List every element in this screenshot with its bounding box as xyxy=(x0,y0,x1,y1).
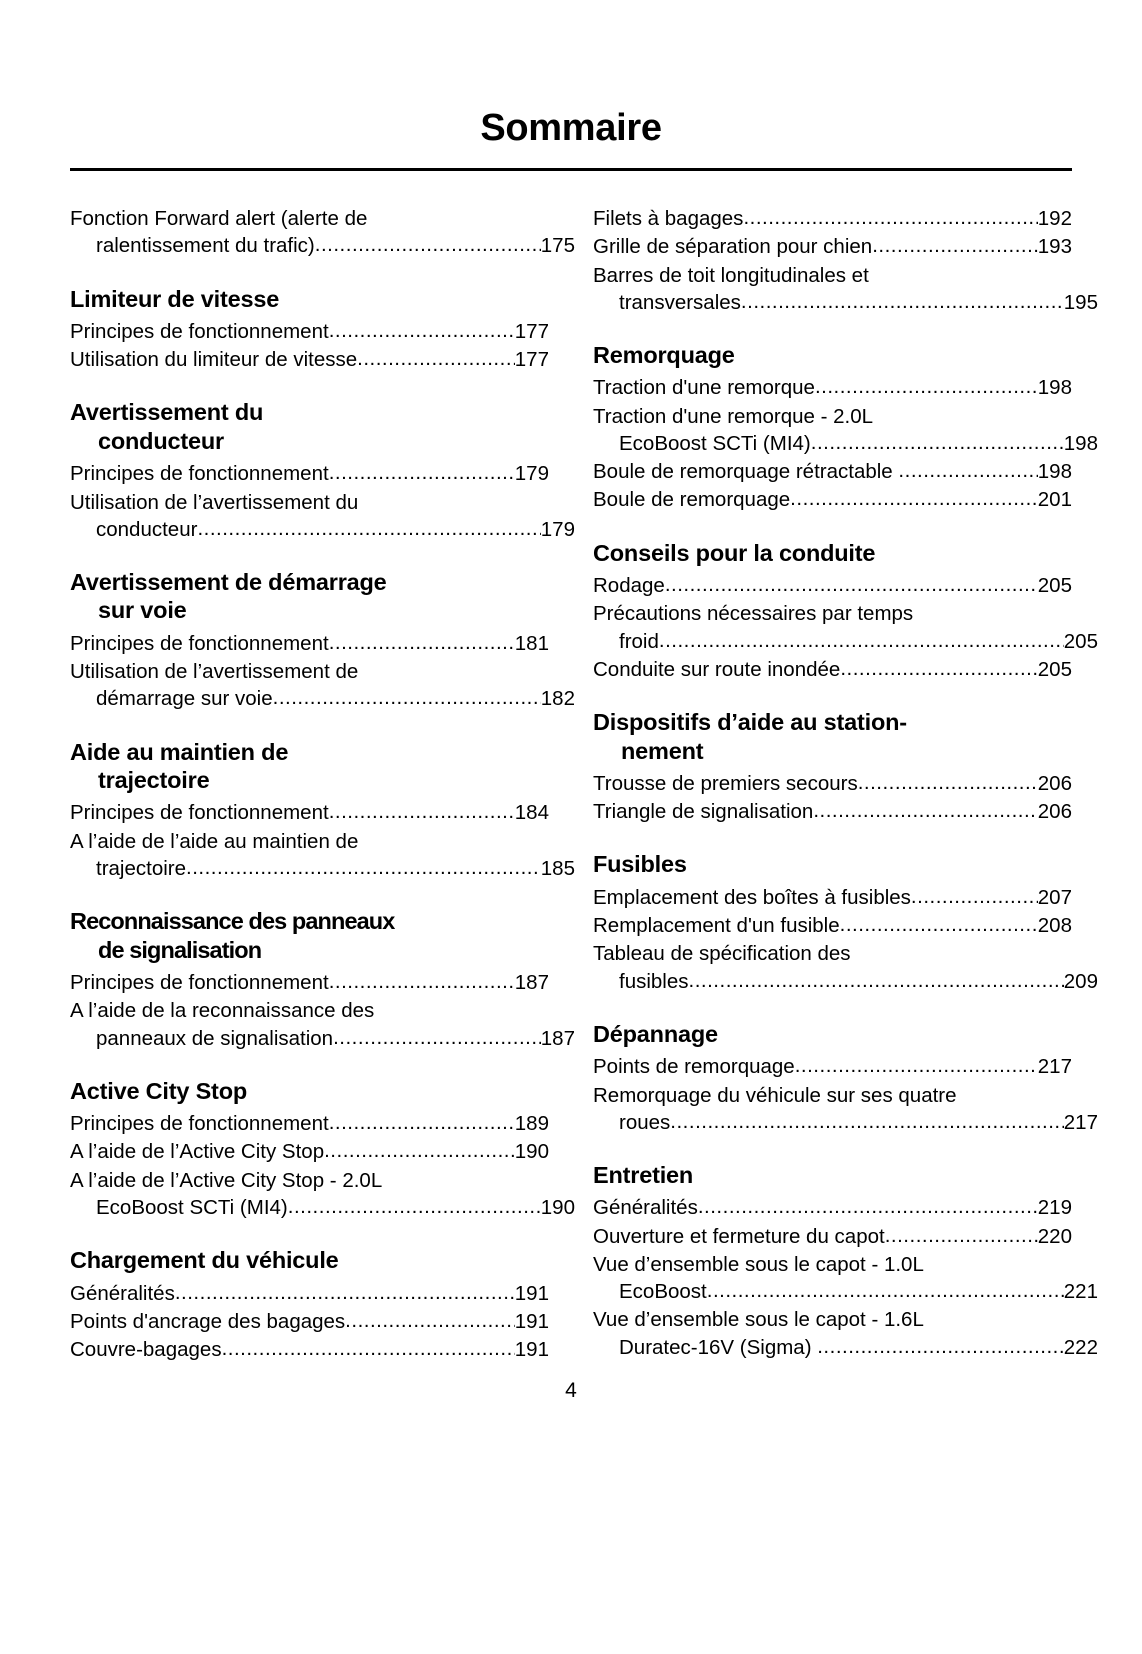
toc-entry-line xyxy=(593,289,1098,316)
toc-entry[interactable] xyxy=(593,770,1072,797)
toc-section-heading[interactable] xyxy=(565,539,1072,567)
toc-entry-line xyxy=(70,1308,549,1335)
toc-entry-line xyxy=(70,630,549,657)
toc-entry-title: Vue d’ensemble sous le capot - 1.0L xyxy=(593,1252,924,1276)
toc-section xyxy=(70,1077,575,1221)
leader-dots xyxy=(872,232,1038,259)
toc-entry-line xyxy=(593,403,1072,430)
toc-entry-page-number: 198 xyxy=(1063,431,1098,455)
toc-entry-title: A l’aide de l’Active City Stop - 2.0L xyxy=(70,1168,383,1192)
toc-entry-title: Généralités xyxy=(70,1281,175,1305)
toc-entry-line xyxy=(593,205,1072,232)
toc-entry-page-number: 206 xyxy=(1037,771,1072,795)
toc-entry-title: Utilisation de l’avertissement de xyxy=(70,660,359,684)
toc-entry[interactable] xyxy=(70,799,549,826)
toc-entry-title: trajectoire xyxy=(96,856,187,880)
toc-section-heading[interactable] xyxy=(565,850,1072,878)
toc-entry[interactable] xyxy=(70,828,575,883)
toc-entry[interactable] xyxy=(593,1082,1098,1137)
toc-entry[interactable] xyxy=(70,1167,575,1222)
toc-section-heading[interactable] xyxy=(42,568,549,625)
toc-entry-page-number: 181 xyxy=(514,631,549,655)
toc-entry-title: Traction d'une remorque xyxy=(593,376,815,400)
toc-section-heading[interactable] xyxy=(42,285,549,313)
leader-dots xyxy=(329,459,515,486)
leader-dots xyxy=(324,1137,515,1164)
toc-entry-page-number: 217 xyxy=(1063,1110,1098,1134)
page-header xyxy=(70,108,1072,171)
toc-entry-line xyxy=(593,430,1098,457)
toc-entry-page-number: 184 xyxy=(514,801,549,825)
leader-dots xyxy=(885,1222,1038,1249)
toc-entry-line xyxy=(593,770,1072,797)
toc-entry-page-number: 208 xyxy=(1037,914,1072,938)
toc-entry-title: Barres de toit longitudinales et xyxy=(593,263,869,287)
toc-entry-line xyxy=(593,262,1072,289)
toc-entry-page-number: 191 xyxy=(514,1281,549,1305)
toc-entry-title: Boule de remorquage xyxy=(593,488,791,512)
toc-entry-line xyxy=(593,968,1098,995)
leader-dots xyxy=(911,883,1038,910)
toc-entry-line xyxy=(593,1194,1072,1221)
toc-entry-line xyxy=(70,318,549,345)
toc-section-heading-line: Entretien xyxy=(593,1162,694,1189)
toc-entry[interactable] xyxy=(593,233,1072,260)
toc-entry-title: Utilisation du limiteur de vitesse xyxy=(70,348,358,372)
toc-section-heading-line: Reconnaissance des panneaux xyxy=(70,908,395,935)
toc-entry-page-number: 195 xyxy=(1063,290,1098,314)
toc-entry-title: démarrage sur voie xyxy=(96,687,273,711)
toc-entry-title: Précautions nécessaires par temps xyxy=(593,602,914,626)
toc-entry-title: Utilisation de l’avertissement du xyxy=(70,490,359,514)
toc-entry-title: Principes de fonctionnement xyxy=(70,971,329,995)
toc-entry-title: Traction d'une remorque - 2.0L xyxy=(593,404,874,428)
toc-entry-page-number: 201 xyxy=(1037,488,1072,512)
toc-entry[interactable] xyxy=(70,1308,549,1335)
toc-entry-page-number: 190 xyxy=(514,1140,549,1164)
toc-entry-page-number: 179 xyxy=(540,517,575,541)
leader-dots xyxy=(795,1052,1038,1079)
toc-entry-title: Points d'ancrage des bagages xyxy=(70,1309,346,1333)
toc-entry[interactable] xyxy=(70,1138,549,1165)
toc-entry[interactable] xyxy=(70,205,575,260)
toc-entry-page-number: 177 xyxy=(514,348,549,372)
leader-dots xyxy=(175,1279,515,1306)
leader-dots xyxy=(186,854,541,881)
leader-dots xyxy=(813,797,1037,824)
toc-entry[interactable] xyxy=(70,460,549,487)
toc-section-heading-line: Remorquage xyxy=(593,342,735,368)
toc-entry-line xyxy=(593,1306,1072,1333)
toc-entry[interactable] xyxy=(70,658,575,713)
toc-entry-page-number: 193 xyxy=(1037,235,1072,259)
toc-entry-title: Emplacement des boîtes à fusibles xyxy=(593,885,911,909)
page-footer xyxy=(0,1378,1142,1403)
toc-entry[interactable] xyxy=(593,1251,1098,1306)
toc-entry[interactable] xyxy=(593,1053,1072,1080)
toc-entry-line xyxy=(593,1053,1072,1080)
toc-entry-line xyxy=(593,940,1072,967)
toc-entry-page-number: 209 xyxy=(1063,969,1098,993)
toc-entry-page-number: 206 xyxy=(1037,800,1072,824)
toc-entry-page-number: 187 xyxy=(540,1026,575,1050)
toc-section-heading[interactable] xyxy=(42,1246,549,1274)
toc-entry-title: EcoBoost SCTi (MI4) xyxy=(619,431,811,455)
toc-entry-line xyxy=(70,1280,549,1307)
toc-entry-page-number: 185 xyxy=(540,856,575,880)
toc-entry-line xyxy=(593,600,1072,627)
toc-entry-line xyxy=(593,798,1072,825)
toc-entry-line xyxy=(593,458,1072,485)
toc-entry-title: A l’aide de la reconnaissance des xyxy=(70,999,375,1023)
toc-entry-title: Principes de fonctionnement xyxy=(70,801,329,825)
toc-entry-title: Remorquage du véhicule sur ses quatre xyxy=(593,1083,957,1107)
toc-entry-line xyxy=(593,486,1072,513)
toc-entry-title: Conduite sur route inondée xyxy=(593,657,841,681)
toc-section xyxy=(70,285,549,374)
toc-entry-title: Ouverture et fermeture du capot xyxy=(593,1224,885,1248)
toc-entry-line xyxy=(70,460,549,487)
toc-entry-line xyxy=(70,855,575,882)
toc-entry-page-number: 205 xyxy=(1063,629,1098,653)
toc-section-heading-line: de signalisation xyxy=(98,936,262,963)
toc-entry[interactable] xyxy=(593,1223,1072,1250)
leader-dots xyxy=(858,769,1038,796)
leader-dots xyxy=(790,485,1038,512)
leader-dots xyxy=(333,1024,541,1051)
toc-continuation xyxy=(593,205,1098,316)
toc-entry-title: Principes de fonctionnement xyxy=(70,319,329,343)
toc-entry-title: fusibles xyxy=(619,969,689,993)
toc-entry-page-number: 217 xyxy=(1037,1055,1072,1079)
toc-section-heading[interactable] xyxy=(42,907,549,964)
leader-dots xyxy=(665,571,1038,598)
toc-entry-title: Trousse de premiers secours xyxy=(593,771,858,795)
toc-section-heading[interactable] xyxy=(42,738,549,795)
toc-entry[interactable] xyxy=(593,912,1072,939)
toc-entry-page-number: 205 xyxy=(1037,574,1072,598)
toc-entry-title: Points de remorquage xyxy=(593,1055,795,1079)
toc-entry-title: Fonction Forward alert (alerte de xyxy=(70,207,368,230)
leader-dots xyxy=(811,429,1064,456)
toc-column-left xyxy=(70,205,575,1364)
toc-entry-line xyxy=(70,232,575,259)
toc-section-heading-line: sur voie xyxy=(98,597,187,624)
toc-section-heading[interactable] xyxy=(565,341,1072,369)
toc-entry-title: Remplacement d'un fusible xyxy=(593,914,840,938)
toc-entry-line xyxy=(593,233,1072,260)
toc-entry[interactable] xyxy=(593,374,1072,401)
toc-entry-page-number: 221 xyxy=(1063,1280,1098,1304)
toc-entry-line xyxy=(593,572,1072,599)
toc-section-heading-line: Chargement du véhicule xyxy=(70,1247,339,1274)
toc-entry-title: conducteur xyxy=(96,517,198,541)
toc-section-heading-line: trajectoire xyxy=(98,767,210,794)
toc-entry-page-number: 198 xyxy=(1037,460,1072,484)
toc-entry-line xyxy=(593,1334,1098,1361)
toc-section xyxy=(593,341,1098,514)
toc-entry-line xyxy=(593,912,1072,939)
toc-entry-title: A l’aide de l’Active City Stop xyxy=(70,1140,325,1164)
toc-section xyxy=(593,539,1098,683)
toc-section-heading-line: Fusibles xyxy=(593,851,687,878)
toc-entry-line xyxy=(70,1110,549,1137)
leader-dots xyxy=(315,231,541,258)
toc-entry-title: Grille de séparation pour chien xyxy=(593,235,873,259)
toc-section-heading-line: Conseils pour la conduite xyxy=(593,539,876,566)
toc-section xyxy=(593,1020,1098,1136)
toc-entry[interactable] xyxy=(70,318,549,345)
leader-dots xyxy=(345,1307,515,1334)
leader-dots xyxy=(840,911,1038,938)
toc-section-heading[interactable] xyxy=(565,1161,1072,1189)
toc-entry[interactable] xyxy=(593,262,1098,317)
toc-column-right xyxy=(593,205,1098,1362)
toc-entry-line xyxy=(70,489,549,516)
toc-section-heading-line: Aide au maintien de xyxy=(70,738,289,765)
leader-dots xyxy=(743,204,1037,231)
toc-entry-page-number: 222 xyxy=(1063,1335,1098,1359)
toc-entry-line xyxy=(70,1336,549,1363)
toc-entry[interactable] xyxy=(593,798,1072,825)
toc-entry-line xyxy=(593,656,1072,683)
leader-dots xyxy=(817,1333,1064,1360)
toc-entry-line xyxy=(70,346,549,373)
toc-section xyxy=(593,1161,1098,1361)
toc-section-heading-line: Dispositifs d’aide au station- xyxy=(593,709,907,736)
title-divider xyxy=(70,168,1072,171)
page-number: 4 xyxy=(565,1379,577,1402)
toc-entry-line xyxy=(70,1025,575,1052)
toc-entry-title: EcoBoost xyxy=(619,1280,707,1304)
toc-entry-title: Duratec-16V (Sigma) xyxy=(619,1335,818,1359)
toc-entry[interactable] xyxy=(593,403,1098,458)
toc-entry-line xyxy=(593,1082,1072,1109)
toc-entry-title: Principes de fonctionnement xyxy=(70,631,329,655)
leader-dots xyxy=(273,684,541,711)
toc-entry-page-number: 192 xyxy=(1037,207,1072,230)
toc-entry[interactable] xyxy=(70,630,549,657)
toc-entry-page-number: 191 xyxy=(514,1309,549,1333)
toc-entry[interactable] xyxy=(593,572,1072,599)
toc-entry[interactable] xyxy=(70,1280,549,1307)
toc-entry[interactable] xyxy=(593,884,1072,911)
toc-entry-line xyxy=(70,516,575,543)
toc-section xyxy=(70,398,575,543)
toc-entry[interactable] xyxy=(70,1110,549,1137)
toc-section xyxy=(70,907,575,1052)
toc-entry-title: Filets à bagages xyxy=(593,207,744,230)
leader-dots xyxy=(707,1277,1064,1304)
toc-entry-line xyxy=(70,1138,549,1165)
toc-entry-page-number: 175 xyxy=(540,234,575,258)
toc-section-heading-line: Dépannage xyxy=(593,1020,718,1047)
leader-dots xyxy=(689,967,1064,994)
toc-entry-page-number: 207 xyxy=(1037,885,1072,909)
leader-dots xyxy=(357,345,515,372)
toc-entry-line xyxy=(593,374,1072,401)
toc-entry-page-number: 191 xyxy=(514,1338,549,1362)
toc-entry[interactable] xyxy=(593,458,1072,485)
toc-section-heading-line: Avertissement du xyxy=(70,399,264,426)
leader-dots xyxy=(222,1335,515,1362)
leader-dots xyxy=(329,798,515,825)
leader-dots xyxy=(197,515,540,542)
leader-dots xyxy=(659,627,1064,654)
toc-entry[interactable] xyxy=(70,489,575,544)
toc-entry-title: Vue d’ensemble sous le capot - 1.6L xyxy=(593,1308,924,1332)
toc-entry-line xyxy=(593,1223,1072,1250)
toc-entry-title: panneaux de signalisation xyxy=(96,1026,334,1050)
toc-entry-page-number: 182 xyxy=(540,687,575,711)
toc-entry-line xyxy=(593,1109,1098,1136)
leader-dots xyxy=(329,629,515,656)
toc-entry-title: Couvre-bagages xyxy=(70,1338,222,1362)
toc-entry-title: transversales xyxy=(619,290,741,314)
toc-entry-line xyxy=(593,884,1072,911)
toc-entry-title: Tableau de spécification des xyxy=(593,942,851,966)
toc-continuation xyxy=(70,205,575,260)
page-title: Sommaire xyxy=(480,107,662,149)
toc-entry-line xyxy=(70,685,575,712)
toc-section-heading-line: nement xyxy=(621,737,704,764)
toc-entry[interactable] xyxy=(593,940,1098,995)
leader-dots xyxy=(840,655,1037,682)
table-of-contents xyxy=(70,205,1098,1364)
toc-section-heading[interactable] xyxy=(565,708,1072,765)
toc-entry-title: Généralités xyxy=(593,1196,698,1220)
toc-section xyxy=(70,568,575,713)
toc-section xyxy=(593,708,1072,825)
toc-section-heading[interactable] xyxy=(42,398,549,455)
toc-entry-title: Principes de fonctionnement xyxy=(70,462,329,486)
toc-entry-page-number: 190 xyxy=(540,1195,575,1219)
toc-section-heading-line: Avertissement de démarrage xyxy=(70,569,387,596)
leader-dots xyxy=(815,373,1038,400)
toc-entry-title: EcoBoost SCTi (MI4) xyxy=(96,1195,288,1219)
toc-entry-page-number: 179 xyxy=(514,462,549,486)
toc-entry-title: Boule de remorquage rétractable xyxy=(593,460,899,484)
toc-entry-page-number: 187 xyxy=(514,971,549,995)
toc-entry-line xyxy=(593,1278,1098,1305)
toc-entry[interactable] xyxy=(70,997,575,1052)
toc-entry-title: froid xyxy=(619,629,659,653)
toc-section xyxy=(70,738,575,883)
toc-entry-page-number: 177 xyxy=(514,319,549,343)
toc-entry[interactable] xyxy=(593,1306,1098,1361)
leader-dots xyxy=(329,968,515,995)
toc-entry-page-number: 219 xyxy=(1037,1196,1072,1220)
toc-entry-title: Rodage xyxy=(593,574,665,598)
toc-section xyxy=(70,1246,549,1363)
toc-entry-page-number: 220 xyxy=(1037,1224,1072,1248)
toc-entry-title: ralentissement du trafic) xyxy=(96,234,315,258)
leader-dots xyxy=(670,1108,1064,1135)
toc-entry-line xyxy=(70,1167,549,1194)
toc-entry[interactable] xyxy=(593,600,1098,655)
toc-section-heading-line: Limiteur de vitesse xyxy=(70,285,280,312)
toc-entry[interactable] xyxy=(593,205,1072,232)
toc-entry-page-number: 198 xyxy=(1037,376,1072,400)
toc-entry[interactable] xyxy=(70,346,549,373)
toc-entry-line xyxy=(593,628,1098,655)
leader-dots xyxy=(329,1109,515,1136)
toc-entry-page-number: 205 xyxy=(1037,657,1072,681)
toc-entry[interactable] xyxy=(593,486,1072,513)
toc-entry-title: Principes de fonctionnement xyxy=(70,1112,329,1136)
toc-entry-line xyxy=(70,658,549,685)
toc-entry[interactable] xyxy=(70,969,549,996)
leader-dots xyxy=(698,1193,1038,1220)
toc-entry-line xyxy=(70,969,549,996)
toc-entry-line xyxy=(70,205,549,232)
leader-dots xyxy=(329,317,515,344)
toc-entry-page-number: 189 xyxy=(514,1112,549,1136)
toc-section-heading-line: Active City Stop xyxy=(70,1077,247,1104)
toc-entry-line xyxy=(70,828,549,855)
toc-entry-line xyxy=(70,1194,575,1221)
toc-section-heading-line: conducteur xyxy=(98,427,224,454)
toc-section-heading[interactable] xyxy=(42,1077,549,1105)
leader-dots xyxy=(741,288,1064,315)
toc-entry[interactable] xyxy=(593,1194,1072,1221)
toc-entry[interactable] xyxy=(70,1336,549,1363)
leader-dots xyxy=(898,457,1037,484)
toc-section xyxy=(593,850,1098,994)
toc-entry[interactable] xyxy=(593,656,1072,683)
toc-entry-title: A l’aide de l’aide au maintien de xyxy=(70,829,359,853)
toc-entry-line xyxy=(70,997,549,1024)
leader-dots xyxy=(288,1193,541,1220)
toc-entry-title: roues xyxy=(619,1110,671,1134)
toc-entry-title: Triangle de signalisation xyxy=(593,800,814,824)
toc-section-heading[interactable] xyxy=(565,1020,1072,1048)
toc-entry-line xyxy=(593,1251,1072,1278)
toc-entry-line xyxy=(70,799,549,826)
